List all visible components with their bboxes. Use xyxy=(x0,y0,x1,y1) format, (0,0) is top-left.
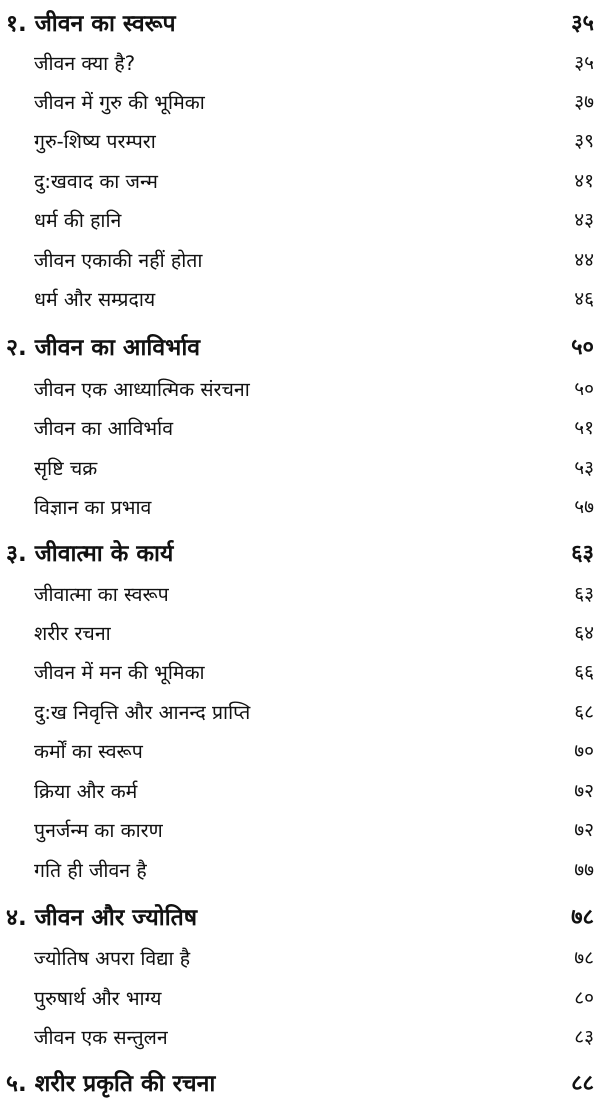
section-entry xyxy=(0,449,600,485)
section-entry xyxy=(0,241,600,277)
chapter-page-number: ७८ xyxy=(571,905,594,930)
section-page-number: ३७ xyxy=(574,91,594,113)
section-entry xyxy=(0,811,600,847)
chapter-page-number: ५० xyxy=(571,335,594,360)
section-page-number: ५३ xyxy=(574,457,594,479)
section-entry xyxy=(0,939,600,975)
section-title: जीवन क्या है? xyxy=(34,51,136,75)
section-page-number: ७७ xyxy=(574,859,594,881)
section-entry xyxy=(0,162,600,198)
section-page-number: ३९ xyxy=(574,130,594,152)
section-entry xyxy=(0,201,600,237)
section-page-number: ५७ xyxy=(574,496,594,518)
section-title: जीवन में मन की भूमिका xyxy=(34,660,205,684)
section-title: जीवात्मा का स्वरूप xyxy=(34,582,169,606)
section-entry xyxy=(0,280,600,316)
chapter-title: १. जीवन का स्वरूप xyxy=(6,11,176,37)
chapter-title: ५. शरीर प्रकृति की रचना xyxy=(6,1071,216,1097)
chapter-heading xyxy=(0,534,600,570)
chapter-page-number: ६३ xyxy=(571,541,594,566)
section-page-number: ६६ xyxy=(574,661,594,683)
section-title: जीवन का आविर्भाव xyxy=(34,416,174,440)
chapter-heading xyxy=(0,1064,600,1100)
section-title: दु:खवाद का जन्म xyxy=(34,169,158,193)
section-page-number: ७० xyxy=(574,740,594,762)
section-title: गुरु-शिष्य परम्परा xyxy=(34,129,156,153)
section-entry xyxy=(0,614,600,650)
section-entry xyxy=(0,851,600,887)
chapter-heading xyxy=(0,4,600,40)
section-title: कर्मों का स्वरूप xyxy=(34,739,143,763)
chapter-heading xyxy=(0,898,600,934)
section-entry xyxy=(0,488,600,524)
section-title: विज्ञान का प्रभाव xyxy=(34,495,152,519)
section-title: क्रिया और कर्म xyxy=(34,779,138,803)
section-entry xyxy=(0,693,600,729)
section-title: जीवन एक आध्यात्मिक संरचना xyxy=(34,377,250,401)
section-entry xyxy=(0,575,600,611)
section-page-number: ४४ xyxy=(574,249,594,271)
section-entry xyxy=(0,370,600,406)
section-page-number: ६४ xyxy=(574,622,594,644)
section-entry xyxy=(0,44,600,80)
section-entry xyxy=(0,732,600,768)
section-page-number: ४३ xyxy=(574,209,594,231)
section-entry xyxy=(0,122,600,158)
section-page-number: ७२ xyxy=(574,819,594,841)
section-entry xyxy=(0,409,600,445)
section-page-number: ३५ xyxy=(574,52,594,74)
chapter-page-number: ३५ xyxy=(571,11,594,36)
section-page-number: ५० xyxy=(574,378,594,400)
section-page-number: ६८ xyxy=(574,701,594,723)
section-title: धर्म और सम्प्रदाय xyxy=(34,287,156,311)
section-page-number: ६३ xyxy=(574,583,594,605)
section-page-number: ८३ xyxy=(574,1026,594,1048)
section-title: दु:ख निवृत्ति और आनन्द प्राप्ति xyxy=(34,700,251,724)
section-page-number: ८० xyxy=(574,987,594,1009)
chapter-heading xyxy=(0,328,600,364)
chapter-title: ४. जीवन और ज्योतिष xyxy=(6,905,198,931)
section-title: धर्म की हानि xyxy=(34,208,122,232)
section-page-number: ४६ xyxy=(574,288,594,310)
section-entry xyxy=(0,1018,600,1054)
section-entry xyxy=(0,83,600,119)
section-entry xyxy=(0,772,600,808)
section-page-number: ७८ xyxy=(574,947,594,969)
section-title: पुरुषार्थ और भाग्य xyxy=(34,986,162,1010)
chapter-title: ३. जीवात्मा के कार्य xyxy=(6,541,174,567)
section-page-number: ७२ xyxy=(574,780,594,802)
section-entry xyxy=(0,979,600,1015)
section-title: ज्योतिष अपरा विद्या है xyxy=(34,946,191,970)
chapter-title: २. जीवन का आविर्भाव xyxy=(6,335,201,361)
section-title: सृष्टि चक्र xyxy=(34,456,98,480)
chapter-page-number: ८८ xyxy=(571,1071,594,1096)
section-entry xyxy=(0,653,600,689)
section-title: गति ही जीवन है xyxy=(34,858,147,882)
section-title: पुनर्जन्म का कारण xyxy=(34,818,163,842)
section-title: जीवन एकाकी नहीं होता xyxy=(34,248,203,272)
section-title: शरीर रचना xyxy=(34,621,111,645)
section-page-number: ४१ xyxy=(574,170,594,192)
section-title: जीवन में गुरु की भूमिका xyxy=(34,90,205,114)
section-title: जीवन एक सन्तुलन xyxy=(34,1025,168,1049)
section-page-number: ५१ xyxy=(574,417,594,439)
